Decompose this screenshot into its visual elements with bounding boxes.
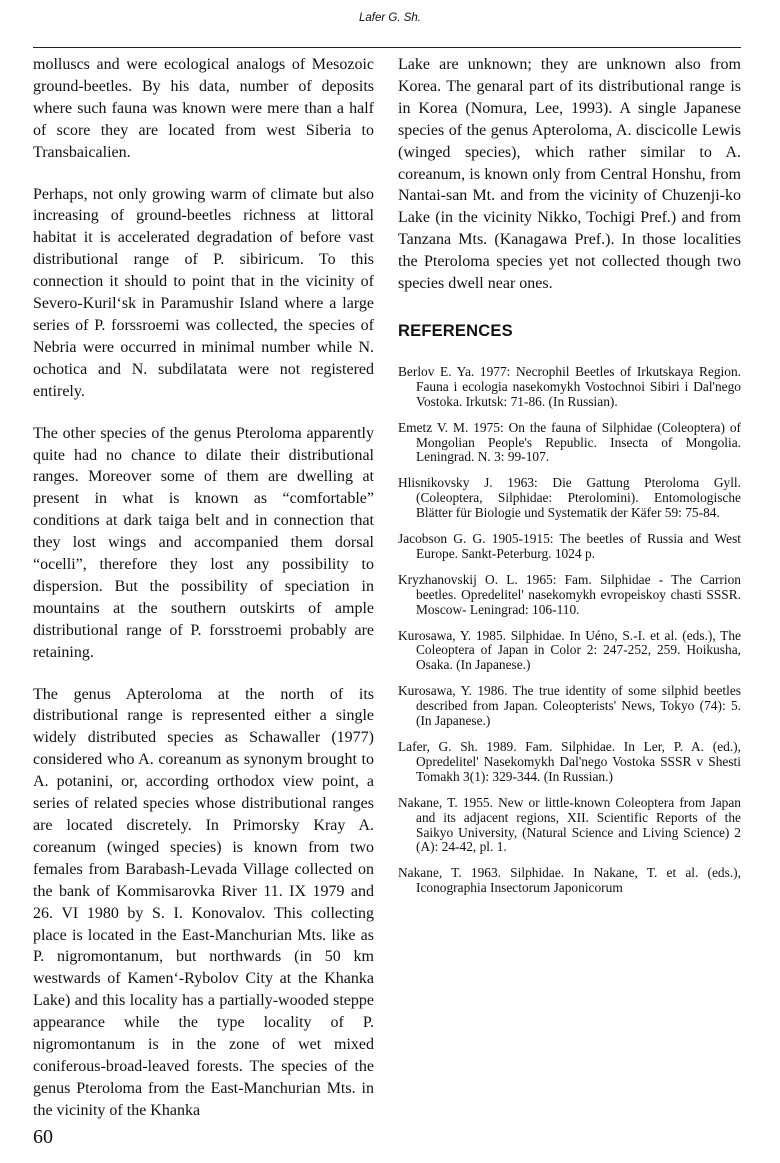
reference-entry: Nakane, T. 1963. Silphidae. In Nakane, T. et al. (eds.), Iconographia Insectorum Japonicorum — [398, 865, 741, 896]
body-paragraph: molluscs and were ecological analogs of Mesozoic ground-beetles. By his data, number of deposits where such fauna was known were mere than a half of score they are located from west Siberia to Transbaicalien. — [33, 56, 374, 161]
page-number: 60 — [33, 1126, 53, 1148]
reference-entry: Hlisnikovsky J. 1963: Die Gattung Pteroloma Gyll. (Coleoptera, Silphidae: Pterolomini). Entomologische Blätter für Biologie und Systematik der Käfer 59: 75-84. — [398, 475, 741, 521]
reference-entry: Kurosawa, Y. 1985. Silphidae. In Uéno, S.-I. et al. (eds.), The Coleoptera of Japan in Color 2: 247-252, 259. Hoikusha, Osaka. (In Japanese.) — [398, 627, 741, 673]
reference-entry: Lafer, G. Sh. 1989. Fam. Silphidae. In Ler, P. A. (ed.), Opredelitel' Nasekomykh Dal'nego Vostoka SSSR v Shesti Tomakh 3(1): 329-344. (In Russian.) — [398, 739, 741, 784]
body-paragraph: The genus Apteroloma at the north of its distributional range is represented either a single widely distributed species as Schawaller (1977) considered who A. coreanum as synonym brought to A. potanini, or, according orthodox view point, a series of related species whose distributional ranges are located discretely. In Primorsky Kray A. coreanum (winged species) is known from two females from Barabash-Levada Village collected on the bank of Kommisarovka River 11. IX 1979 and 26. VI 1980 by S. I. Konovalov. This collecting place is located in the East-Manchurian Mts. like as P. nigromontanum, but northwards (in 50 km westwards of Kamen‘-Rybolov City at the Khanka Lake) and this locality has a partially-wooded steppe appearance while the type locality of P. nigromontanum is in the zone of wet mixed coniferous-broad-leaved forests. The species of the genus Pteroloma from the East-Manchurian Mts. in the vicinity of the Khanka — [33, 685, 374, 1119]
reference-entry: Emetz V. M. 1975: On the fauna of Silphidae (Coleoptera) of Mongolian People's Republic. Insecta of Mongolia. Leningrad. N. 3: 99-107. — [398, 419, 741, 465]
left-column — [33, 54, 374, 1142]
references-heading: REFERENCES — [398, 321, 513, 340]
body-paragraph: The other species of the genus Pteroloma apparently quite had no chance to dilate their distributional ranges. Moreover some of them are dwelling at present in what is known as “comfortable” conditions at dark taiga belt and in connection that they lost wings and accompanied them dorsal “ocelli”, therefore they lost any possibility to dispersion. But the possibility of speciation in mountains at the southern outskirts of ample distributional range of P. forsstroemi probably are retaining. — [33, 424, 374, 661]
reference-entry: Berlov E. Ya. 1977: Necrophil Beetles of Irkutskaya Region. Fauna i ecologia nasekomykh Vostochnoi Sibiri i Dal'nego Vostoka. Irkutsk: 71-86. (In Russian). — [398, 363, 741, 409]
right-column — [398, 54, 741, 907]
reference-entry: Kryzhanovskij O. L. 1965: Fam. Silphidae - The Carrion beetles. Opredelitel' nasekomykh evropeiskoy chasti SSSR. Moscow- Leningrad: 106-110. — [398, 571, 741, 617]
header-rule — [33, 47, 741, 48]
reference-entry: Jacobson G. G. 1905-1915: The beetles of Russia and West Europe. Sankt-Peterburg. 1024 p. — [398, 531, 741, 561]
reference-entry: Kurosawa, Y. 1986. The true identity of some silphid beetles described from Japan. Coleopterists' News, Tokyo (74): 5. (In Japanese.) — [398, 683, 741, 729]
reference-entry: Nakane, T. 1955. New or little-known Coleoptera from Japan and its adjacent regions, XII. Scientific Reports of the Saikyo University, (Natural Science and Living Science) 2 (A): 24-42, pl. 1. — [398, 794, 741, 855]
reference-list — [398, 365, 741, 896]
body-paragraph: Lake are unknown; they are unknown also from Korea. The genaral part of its distributional range is in Korea (Nomura, Lee, 1993). A single Japanese species of the genus Apteroloma, A. discicolle Lewis (winged species), which rather similar to A. coreanum, is known only from Central Honshu, from Nantai-san Mt. and from the vicinity of Chuzenji-ko Lake (in the vicinity Nikko, Tochigi Pref.) and from Tanzana Mts. (Kanagawa Pref.). In those localities the Pteroloma species yet not collected though two species dwell near ones. — [398, 56, 741, 293]
running-title: Lafer G. Sh. — [358, 12, 421, 24]
body-paragraph: Perhaps, not only growing warm of climate but also increasing of ground-beetles richness at littoral habitat it is accelerated degradation of before vast distributional range of P. sibiricum. To this connection it should to point that in the vicinity of Severo-Kuril‘sk in Paramushir Island where a large series of P. forssroemi was collected, the species of Nebria were occurred in minimal number while N. ochotica and N. subdilatata were not registered entirely. — [33, 185, 374, 400]
